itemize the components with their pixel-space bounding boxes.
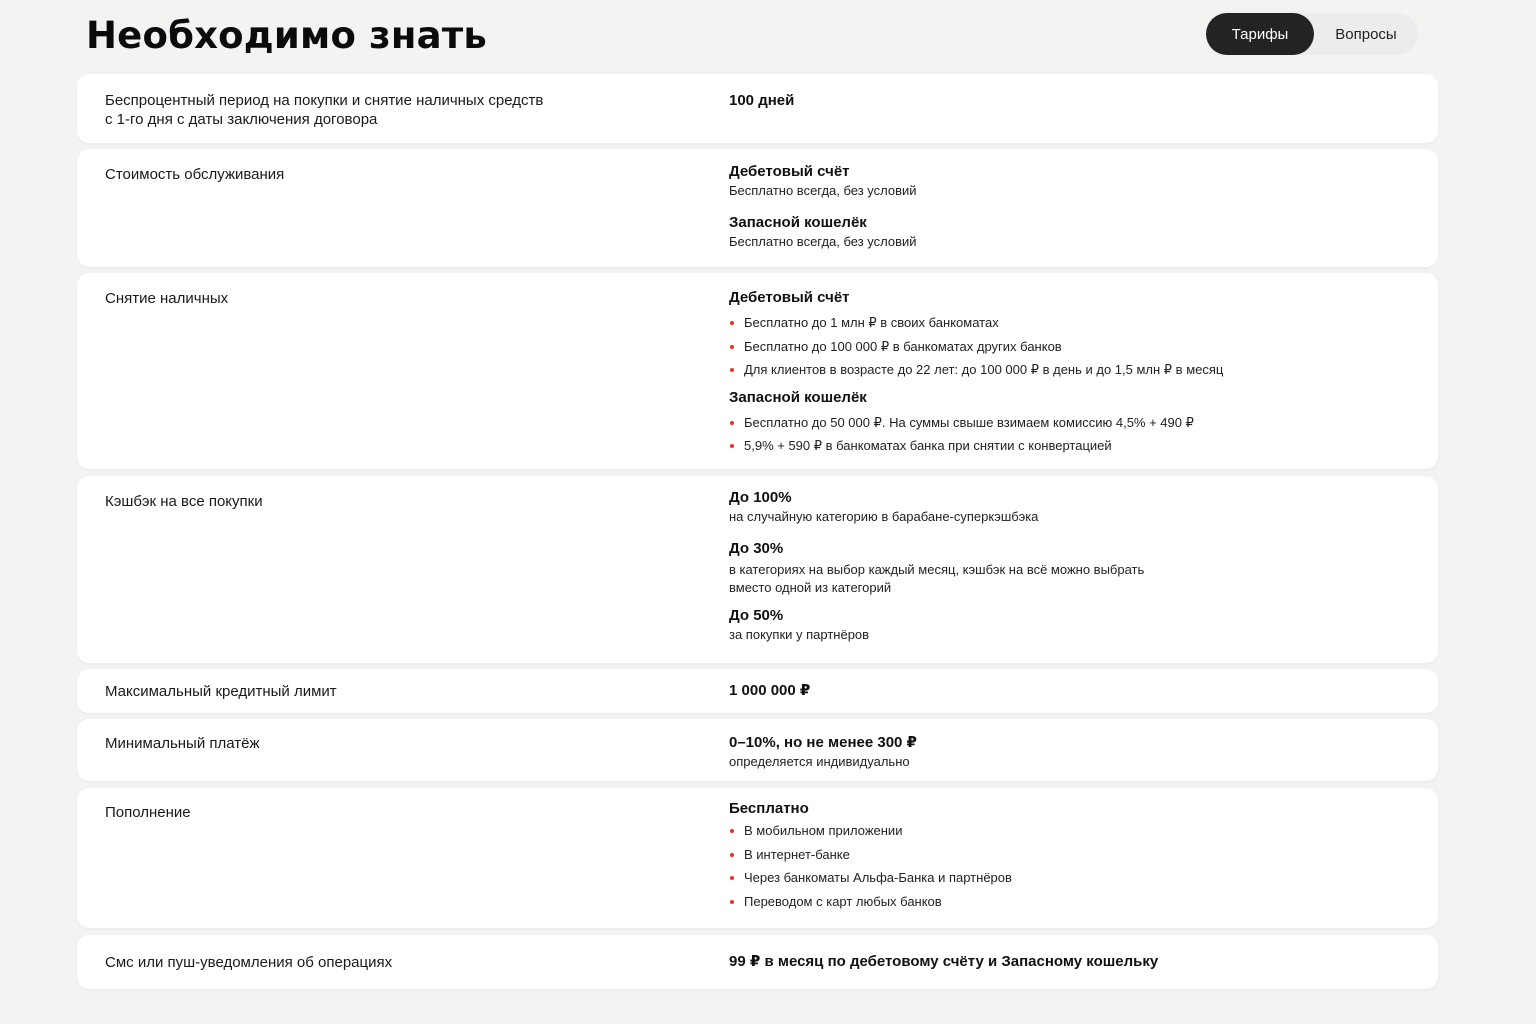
tab-tariffs[interactable]: Тарифы bbox=[1206, 13, 1314, 55]
bullet-text: Бесплатно до 50 000 ₽. На суммы свыше взимаем комиссию 4,5% + 490 ₽ bbox=[744, 414, 1194, 430]
row-value bbox=[729, 733, 917, 771]
value-title: Запасной кошелёк bbox=[729, 214, 867, 231]
value-text: определяется индивидуально bbox=[729, 754, 910, 769]
row-label: Снятие наличных bbox=[105, 290, 229, 307]
row-value bbox=[729, 288, 1223, 458]
bullet-dot-icon bbox=[730, 345, 734, 349]
value-text: в категориях на выбор каждый месяц, кэшбэк на всё можно выбрать bbox=[729, 562, 1145, 577]
row-value bbox=[729, 681, 810, 701]
bullet-item bbox=[729, 890, 1012, 914]
row-label: Смс или пуш-уведомления об операциях bbox=[105, 954, 393, 971]
bullet-item bbox=[729, 819, 1012, 843]
bullet-dot-icon bbox=[730, 444, 734, 448]
value-title: До 30% bbox=[729, 540, 784, 557]
bullet-dot-icon bbox=[730, 368, 734, 372]
bullet-item bbox=[729, 434, 1223, 458]
bullet-text: Бесплатно до 100 000 ₽ в банкоматах других банков bbox=[744, 338, 1062, 354]
bullet-text: Бесплатно до 1 млн ₽ в своих банкоматах bbox=[744, 315, 999, 330]
bullet-dot-icon bbox=[730, 321, 734, 325]
value-text: за покупки у партнёров bbox=[729, 627, 870, 642]
row-label-line: Беспроцентный период на покупки и снятие наличных средств bbox=[105, 92, 544, 109]
value-group bbox=[729, 488, 1144, 526]
page-title: Необходимо знать bbox=[86, 14, 488, 57]
bullet-item bbox=[729, 335, 1223, 359]
row-minimum-payment bbox=[77, 719, 1438, 781]
tabs-switcher bbox=[1206, 13, 1418, 55]
value-group bbox=[729, 539, 1144, 597]
bullet-item bbox=[729, 311, 1223, 335]
bullet-dot-icon bbox=[730, 829, 734, 833]
row-label: Максимальный кредитный лимит bbox=[105, 683, 337, 700]
row-label-line: с 1-го дня с даты заключения договора bbox=[105, 111, 378, 128]
value-title: Запасной кошелёк bbox=[729, 388, 867, 406]
value-title: 100 дней bbox=[729, 92, 795, 109]
value-group bbox=[729, 162, 917, 200]
value-title: Дебетовый счёт bbox=[729, 289, 850, 306]
bullet-text: Для клиентов в возрасте до 22 лет: до 100 000 ₽ в день и до 1,5 млн ₽ в месяц bbox=[744, 362, 1224, 377]
row-top-up bbox=[77, 788, 1438, 928]
bullet-text: В мобильном приложении bbox=[744, 823, 903, 838]
row-cashback bbox=[77, 476, 1438, 663]
bullet-dot-icon bbox=[730, 876, 734, 880]
row-label bbox=[105, 91, 543, 129]
bullet-text: 5,9% + 590 ₽ в банкоматах банка при снятии с конвертацией bbox=[744, 438, 1112, 453]
bullet-dot-icon bbox=[730, 900, 734, 904]
value-text: Бесплатно всегда, без условий bbox=[729, 183, 917, 198]
bullet-list bbox=[729, 819, 1012, 913]
value-title: 99 ₽ в месяц по дебетовому счёту и Запасному кошельку bbox=[729, 953, 1159, 970]
bullet-item bbox=[729, 866, 1012, 890]
row-grace-period bbox=[77, 74, 1438, 143]
row-label: Минимальный платёж bbox=[105, 735, 260, 752]
row-notifications bbox=[77, 935, 1438, 989]
row-value bbox=[729, 488, 1144, 644]
row-value bbox=[729, 91, 794, 111]
row-label: Кэшбэк на все покупки bbox=[105, 493, 263, 510]
bullet-text: В интернет-банке bbox=[744, 846, 850, 862]
bullet-list bbox=[729, 411, 1223, 458]
row-value bbox=[729, 952, 1158, 972]
value-title: До 100% bbox=[729, 489, 792, 506]
bullet-text: Переводом с карт любых банков bbox=[744, 893, 942, 909]
value-group bbox=[729, 606, 1144, 644]
value-group bbox=[729, 213, 917, 251]
bullet-item bbox=[729, 843, 1012, 867]
row-value bbox=[729, 799, 1012, 913]
bullet-dot-icon bbox=[730, 421, 734, 425]
row-service-cost bbox=[77, 149, 1438, 267]
value-title: Бесплатно bbox=[729, 800, 809, 817]
value-title: 0–10%, но не менее 300 ₽ bbox=[729, 734, 917, 751]
bullet-item bbox=[729, 411, 1223, 435]
value-title: 1 000 000 ₽ bbox=[729, 682, 811, 699]
row-label: Пополнение bbox=[105, 804, 191, 821]
row-credit-limit bbox=[77, 669, 1438, 713]
bullet-item bbox=[729, 358, 1223, 382]
value-text: на случайную категорию в барабане-суперкэшбэка bbox=[729, 509, 1039, 524]
value-text: вместо одной из категорий bbox=[729, 580, 892, 595]
value-title: До 50% bbox=[729, 607, 784, 624]
row-cash-withdrawal bbox=[77, 273, 1438, 469]
row-value bbox=[729, 162, 917, 251]
value-title: Дебетовый счёт bbox=[729, 163, 850, 180]
bullet-dot-icon bbox=[730, 853, 734, 857]
value-text: Бесплатно всегда, без условий bbox=[729, 234, 917, 249]
row-label: Стоимость обслуживания bbox=[105, 166, 285, 183]
bullet-text: Через банкоматы Альфа-Банка и партнёров bbox=[744, 870, 1012, 885]
bullet-list bbox=[729, 311, 1223, 382]
tab-questions[interactable]: Вопросы bbox=[1335, 25, 1397, 43]
